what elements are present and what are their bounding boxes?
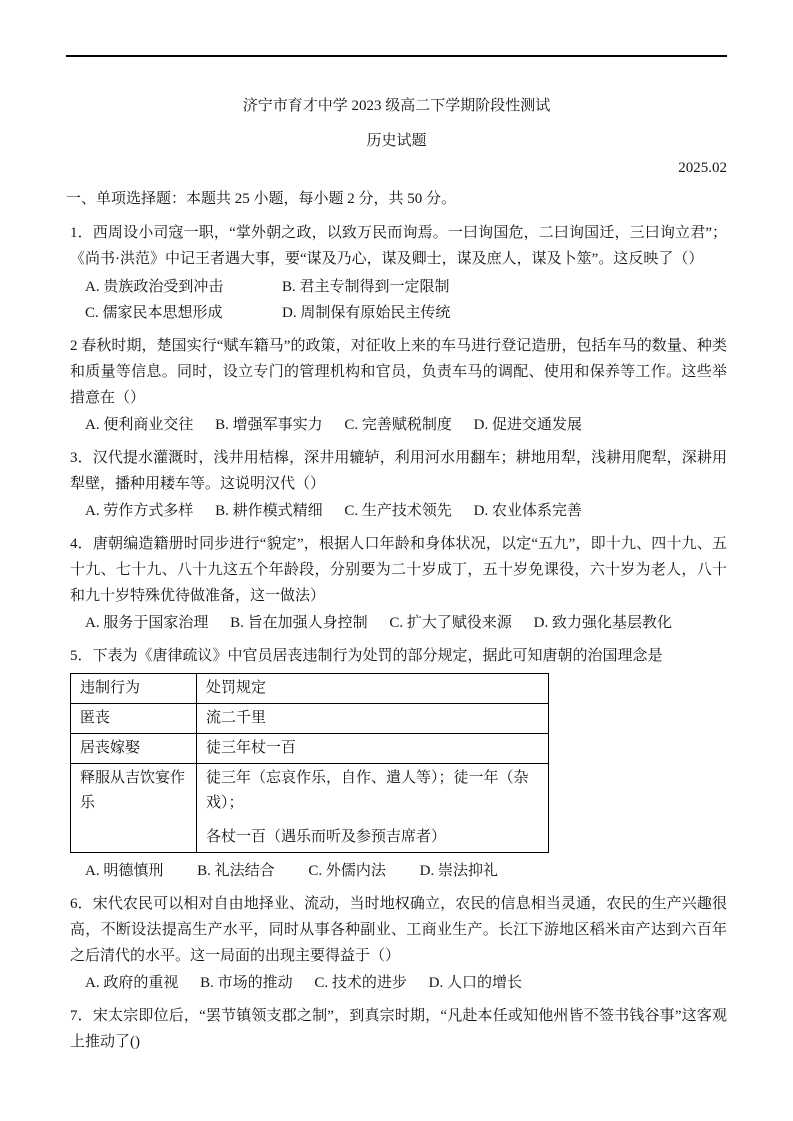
option-d: D. 周制保有原始民主传统: [282, 305, 451, 321]
question-1: [66, 220, 727, 325]
option-a: A. 贵族政治受到冲击: [85, 279, 224, 295]
question-7-stem: 7．宋太宗即位后，“罢节镇领支郡之制”，到真宗时期，“凡赴本任或知他州皆不签书钱谷事”这客观上推动了(): [70, 1008, 727, 1050]
option-d: D. 农业体系完善: [473, 503, 582, 519]
option-c: C. 完善赋税制度: [344, 417, 452, 433]
option-a: A. 劳作方式多样: [85, 503, 194, 519]
option-b: B. 耕作模式精细: [215, 503, 323, 519]
page-subtitle: 历史试题: [366, 133, 427, 149]
option-c: C. 儒家民本思想形成: [85, 305, 223, 321]
table-cell-behavior: 释服从吉饮宴作乐: [71, 764, 197, 853]
header-rule: [66, 55, 727, 57]
option-b: B. 增强军事实力: [215, 417, 323, 433]
table-cell-behavior: 居丧嫁娶: [71, 734, 197, 764]
table-row: [71, 704, 549, 734]
question-1-options: [66, 275, 727, 325]
option-b: B. 礼法结合: [197, 863, 275, 879]
question-2: [66, 333, 727, 437]
option-a: A. 服务于国家治理: [85, 615, 209, 631]
punishment-line-2: 各杖一百（遇乐而听及参预吉席者）: [206, 829, 447, 845]
table-header-punishment: 处罚规定: [197, 674, 549, 704]
option-c: C. 扩大了赋役来源: [389, 615, 512, 631]
punishment-table: [70, 673, 549, 853]
option-d: D. 致力强化基层教化: [533, 615, 672, 631]
question-6-stem: 6．宋代农民可以相对自由地择业、流动，当时地权确立，农民的信息相当灵通，农民的生产兴趣很高，不断设法提高生产水平，同时从事各种副业、工商业生产。长江下游地区稻米亩产达到六百年之后清代的水平。这一局面的出现主要得益于（）: [70, 896, 727, 964]
table-cell-behavior: 匿丧: [71, 704, 197, 734]
question-3-options: [66, 499, 727, 523]
question-4: [66, 531, 727, 635]
question-7: [66, 1003, 727, 1055]
table-row: [71, 734, 549, 764]
option-c: C. 生产技术领先: [344, 503, 452, 519]
exam-date: 2025.02: [678, 160, 727, 176]
option-a: A. 便利商业交往: [85, 417, 194, 433]
question-3: [66, 445, 727, 523]
question-2-stem: 2 春秋时期，楚国实行“赋车籍马”的政策，对征收上来的车马进行登记造册，包括车马的数量、种类和质量等信息。同时，设立专门的管理机构和官员，负责车马的调配、使用和保养等工作。这些举措意在（）: [70, 338, 727, 406]
page-title: 济宁市育才中学 2023 级高二下学期阶段性测试: [242, 98, 551, 114]
option-c: C. 技术的进步: [314, 975, 407, 991]
question-3-stem: 3．汉代提水灌溉时，浅井用桔槔，深井用辘轳，利用河水用翻车；耕地用犁，浅耕用爬犁，深耕用犁壁，播种用耧车等。这说明汉代（）: [70, 450, 727, 492]
table-cell-punishment: 流二千里: [197, 704, 549, 734]
question-5-stem: 5．下表为《唐律疏议》中官员居丧违制行为处罚的部分规定，据此可知唐朝的治国理念是: [70, 648, 663, 664]
question-2-options: [66, 413, 727, 437]
question-5: [66, 643, 727, 883]
option-b: B. 市场的推动: [200, 975, 293, 991]
option-a: A. 明德慎刑: [85, 863, 164, 879]
option-b: B. 君主专制得到一定限制: [282, 279, 450, 295]
table-header-row: [71, 674, 549, 704]
option-d: D. 促进交通发展: [473, 417, 582, 433]
question-4-options: [66, 611, 727, 635]
punishment-line-1: 徒三年（忘哀作乐，自作、遣人等）；徒一年（杂戏）；: [206, 770, 529, 811]
question-4-stem: 4．唐朝编造籍册时同步进行“貌定”，根据人口年龄和身体状况，以定“五九”，即十九、四十九、五十九、七十九、八十九这五个年龄段，分别要为二十岁成丁，五十岁免课役，六十岁为老人，八十和九十岁特殊优待做准备，这一做法）: [70, 536, 727, 604]
table-header-behavior: 违制行为: [71, 674, 197, 704]
option-d: D. 人口的增长: [428, 975, 522, 991]
option-c: C. 外儒内法: [308, 863, 386, 879]
option-a: A. 政府的重视: [85, 975, 179, 991]
option-b: B. 旨在加强人身控制: [230, 615, 368, 631]
question-6: [66, 891, 727, 995]
question-1-stem: 1．西周设小司寇一职，“掌外朝之政，以致万民而询焉。一曰询国危，二曰询国迁，三曰询立君”；《尚书·洪范》中记王者遇大事，要“谋及乃心，谋及卿士，谋及庶人，谋及卜筮”。这反映了（）: [70, 225, 727, 267]
section-heading: 一、单项选择题：本题共 25 小题，每小题 2 分，共 50 分。: [66, 191, 457, 207]
question-5-options: [66, 859, 727, 883]
question-6-options: [66, 971, 727, 995]
table-cell-punishment: 徒三年杖一百: [197, 734, 549, 764]
table-row: [71, 764, 549, 853]
table-cell-punishment: [197, 764, 549, 853]
option-d: D. 崇法抑礼: [419, 863, 498, 879]
